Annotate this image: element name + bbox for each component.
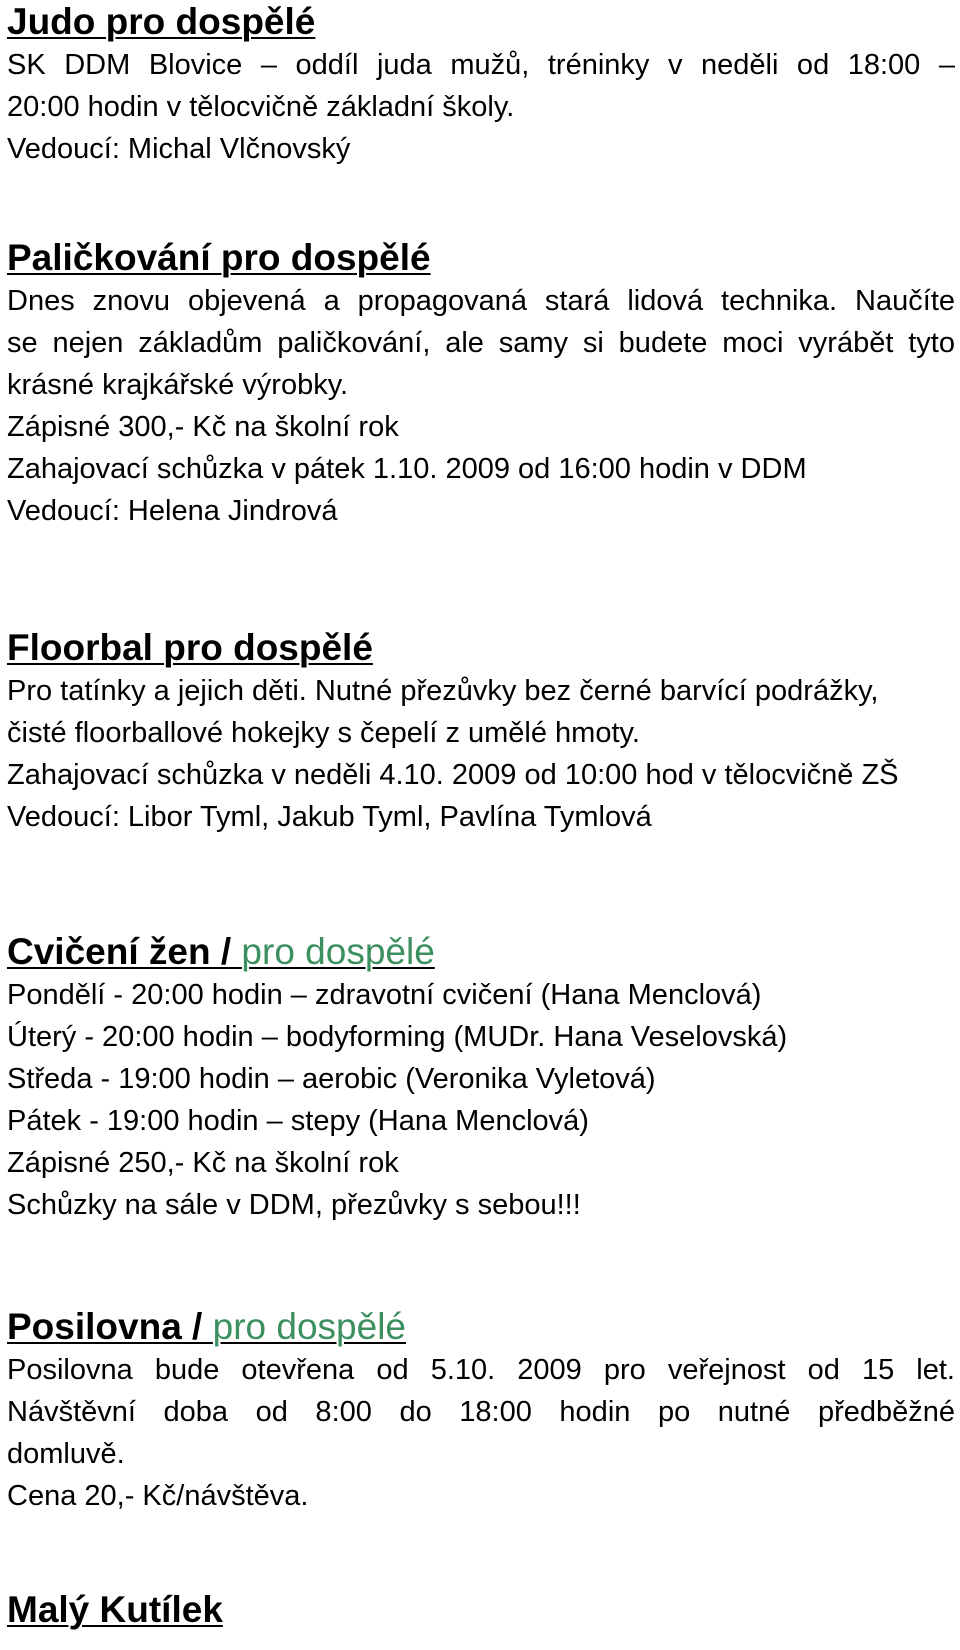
schedule-line: Úterý - 20:00 hodin – bodyforming (MUDr. Hana Veselovská)	[7, 1021, 788, 1053]
paragraph-line: SK DDM Blovice – oddíl juda mužů, tréninky v neděli od 18:00 –	[7, 49, 955, 81]
paragraph-line: se nejen základům paličkování, ale samy si budete moci vyrábět tyto	[7, 327, 955, 359]
paragraph-line: Zápisné 250,- Kč na školní rok	[7, 1147, 399, 1179]
paragraph-line: Zahajovací schůzka v neděli 4.10. 2009 od 10:00 hod v tělocvičně ZŠ	[7, 759, 899, 791]
section-title-posilovna	[7, 1305, 955, 1349]
title-accent: pro dospělé	[241, 931, 435, 972]
paragraph-line: Posilovna bude otevřena od 5.10. 2009 pro veřejnost od 15 let.	[7, 1354, 955, 1386]
paragraph-line: Vedoucí: Helena Jindrová	[7, 495, 338, 527]
schedule-line: Pondělí - 20:00 hodin – zdravotní cvičení (Hana Menclová)	[7, 979, 762, 1011]
title-main: Posilovna /	[7, 1306, 213, 1347]
paragraph-line: 20:00 hodin v tělocvičně základní školy.	[7, 91, 515, 123]
paragraph-line: Pro tatínky a jejich děti. Nutné přezůvky bez černé barvící podrážky,	[7, 675, 879, 707]
section-palickovani	[7, 236, 955, 532]
title-main: Cvičení žen /	[7, 931, 242, 972]
section-title-cviceni-zen	[7, 930, 955, 974]
paragraph-line: Zápisné 300,- Kč na školní rok	[7, 411, 399, 443]
paragraph-line: Schůzky na sále v DDM, přezůvky s sebou!!!	[7, 1189, 581, 1221]
paragraph-line: krásné krajkářské výrobky.	[7, 369, 349, 401]
paragraph-line: Dnes znovu objevená a propagovaná stará lidová technika. Naučíte	[7, 285, 955, 317]
section-title-maly-kutilek: Malý Kutílek	[7, 1589, 223, 1630]
paragraph-line: Vedoucí: Michal Vlčnovský	[7, 133, 351, 165]
paragraph-line: čisté floorballové hokejky s čepelí z umělé hmoty.	[7, 717, 640, 749]
schedule-line: Středa - 19:00 hodin – aerobic (Veronika Vyletová)	[7, 1063, 656, 1095]
section-maly-kutilek	[7, 1588, 955, 1632]
paragraph-line: Vedoucí: Libor Tyml, Jakub Tyml, Pavlína Tymlová	[7, 801, 652, 833]
paragraph-line: domluvě.	[7, 1438, 125, 1470]
section-title-palickovani: Paličkování pro dospělé	[7, 237, 431, 278]
title-accent: pro dospělé	[212, 1306, 406, 1347]
section-judo	[7, 0, 955, 170]
paragraph-line: Zahajovací schůzka v pátek 1.10. 2009 od 16:00 hodin v DDM	[7, 453, 807, 485]
schedule-line: Pátek - 19:00 hodin – stepy (Hana Menclová)	[7, 1105, 589, 1137]
section-floorbal	[7, 626, 955, 838]
paragraph-line: Cena 20,- Kč/návštěva.	[7, 1480, 309, 1512]
section-title-floorbal: Floorbal pro dospělé	[7, 627, 373, 668]
section-posilovna	[7, 1305, 955, 1517]
section-title-judo: Judo pro dospělé	[7, 1, 316, 42]
section-cviceni-zen	[7, 930, 955, 1226]
paragraph-line: Návštěvní doba od 8:00 do 18:00 hodin po nutné předběžné	[7, 1396, 955, 1428]
